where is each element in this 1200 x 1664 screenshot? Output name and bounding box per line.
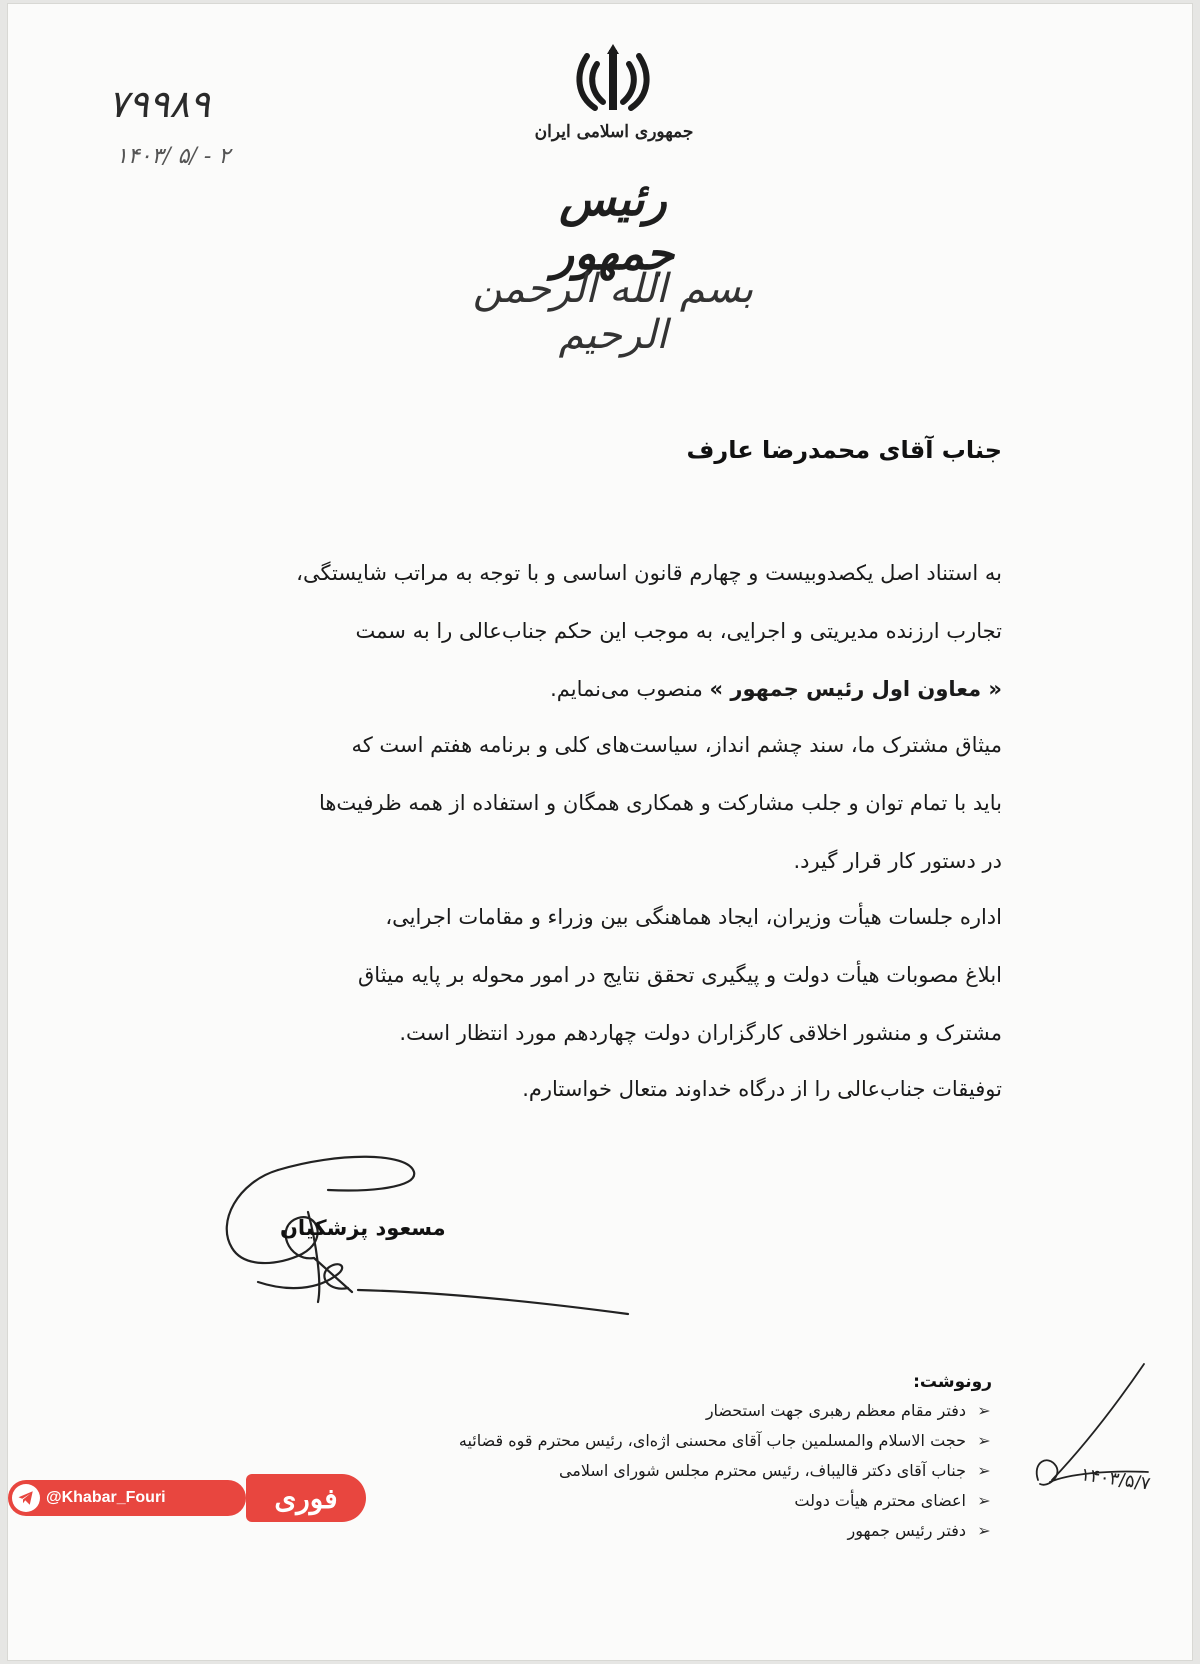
recipient-line: جناب آقای محمدرضا عارف <box>686 436 1002 464</box>
telegram-badge <box>8 1480 246 1516</box>
list-item <box>352 1396 992 1426</box>
body-line: مشترک و منشور اخلاقی کارگزاران دولت چهاردهم مورد انتظار است. <box>399 1021 1002 1045</box>
arrow-icon: ➢ <box>977 1461 991 1480</box>
cc-title: رونوشت: <box>913 1372 992 1392</box>
cc-item-text: جناب آقای دکتر قالیباف، رئیس محترم مجلس شورای اسلامی <box>558 1461 966 1480</box>
fouri-logo-text: فوری <box>274 1481 338 1515</box>
body-line: میثاق مشترک ما، سند چشم انداز، سیاست‌های کلی و برنامه هفتم است که <box>351 733 1002 757</box>
cc-item-text: دفتر رئیس جمهور <box>847 1521 966 1540</box>
body-text: منصوب می‌نمایم. <box>550 677 703 701</box>
office-title: رئیس جمهور <box>551 172 675 280</box>
list-item <box>352 1516 992 1546</box>
arrow-icon: ➢ <box>977 1401 991 1420</box>
iran-emblem-icon <box>573 44 653 116</box>
cc-item-text: اعضای محترم هیأت دولت <box>794 1491 966 1510</box>
arrow-icon: ➢ <box>977 1521 991 1540</box>
cc-item-text: دفتر مقام معظم رهبری جهت استحضار <box>705 1401 966 1420</box>
emblem-caption: جمهوری اسلامی ایران <box>534 122 694 142</box>
body-line: تجارب ارزنده مدیریتی و اجرایی، به موجب این حکم جناب‌عالی را به سمت <box>355 619 1002 643</box>
document-date: ۱۴۰۳/ ۵/ - ۲ <box>116 144 231 169</box>
body-line: ابلاغ مصوبات هیأت دولت و پیگیری تحقق نتایج در امور محوله بر پایه میثاق <box>358 963 1002 987</box>
list-item <box>352 1426 992 1456</box>
arrow-icon: ➢ <box>977 1431 991 1450</box>
body-line: در دستور کار قرار گیرد. <box>793 849 1002 873</box>
body-line: توفیقات جناب‌عالی را از درگاه خداوند متعال خواستارم. <box>522 1077 1002 1101</box>
cc-list <box>352 1396 992 1546</box>
fouri-logo <box>246 1474 366 1522</box>
paragraph-charter <box>182 716 1002 890</box>
document-page <box>8 4 1192 1660</box>
signer-name: مسعود پزشکیان <box>280 1216 446 1240</box>
telegram-handle: @Khabar_Fouri <box>46 1489 166 1506</box>
appointed-position: « معاون اول رئیس جمهور » <box>709 677 1002 701</box>
body-line: اداره جلسات هیأت وزیران، ایجاد هماهنگی بین وزراء و مقامات اجرایی، <box>385 905 1002 929</box>
body-line: به استناد اصل یکصدوبیست و چهارم قانون اساسی و با توجه به مراتب شایستگی، <box>296 561 1002 585</box>
cc-item-text: حجت الاسلام والمسلمین جاب آقای محسنی اژه‌ای، رئیس محترم قوه قضائیه <box>458 1431 966 1450</box>
paragraph-closing <box>182 1060 1002 1118</box>
bismillah-calligraphy: بسم الله الرحمن الرحیم <box>472 266 754 358</box>
list-item <box>352 1486 992 1516</box>
watermark <box>8 1474 368 1522</box>
paragraph-duties <box>182 888 1002 1062</box>
document-number: ۷۹۹۸۹ <box>108 82 211 126</box>
initials-date: ۱۴۰۳/۵/۷ <box>1079 1464 1152 1495</box>
body-line: باید با تمام توان و جلب مشارکت و همکاری همگان و استفاده از همه ظرفیت‌ها <box>318 791 1002 815</box>
paragraph-appointment <box>182 544 1002 718</box>
handwritten-initials <box>1028 1362 1178 1522</box>
telegram-icon <box>12 1484 40 1512</box>
arrow-icon: ➢ <box>977 1491 991 1510</box>
body-line <box>182 660 1002 718</box>
list-item <box>352 1456 992 1486</box>
